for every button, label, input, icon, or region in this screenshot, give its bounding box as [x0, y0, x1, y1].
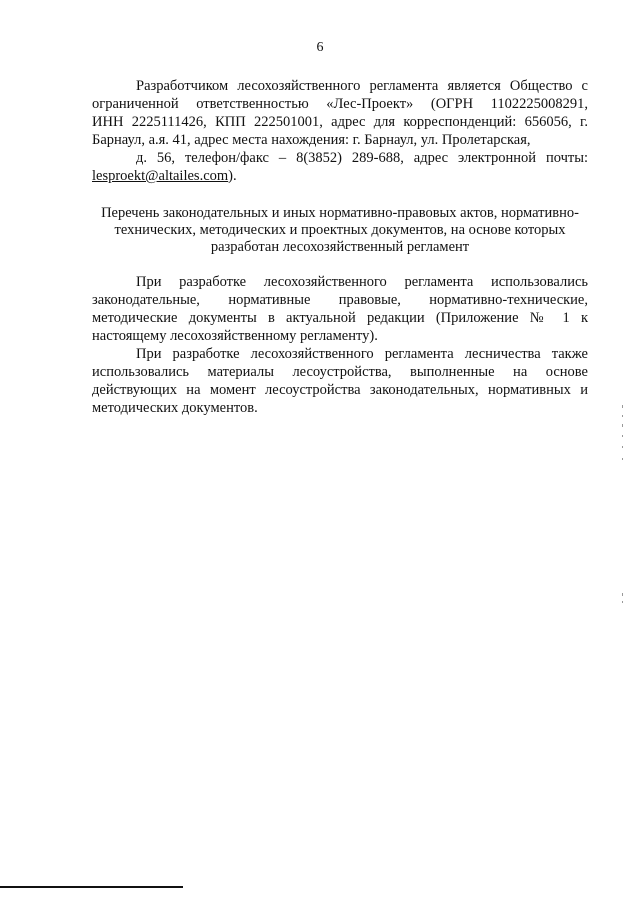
- paragraph-line: действующих на момент лесоустройства законодательных, нормативных и: [92, 382, 588, 398]
- paragraph-line: При разработке лесохозяйственного регламента лесничества также: [136, 346, 588, 362]
- scan-mark: [622, 405, 623, 408]
- scan-mark: [622, 415, 623, 417]
- developer-line: Барнаул, а.я. 41, адрес места нахождения: г. Барнаул, ул. Пролетарская,: [92, 132, 531, 148]
- heading-line: технических, методических и проектных документов, на основе которых: [114, 222, 566, 238]
- developer-email-line: [92, 167, 588, 185]
- paragraph-sources: [92, 273, 588, 345]
- paragraph-line: методических документов.: [92, 400, 258, 416]
- developer-line: Разработчиком лесохозяйственного регламента является Общество с: [136, 78, 588, 94]
- email-link[interactable]: lesproekt@altailes.com: [92, 168, 229, 184]
- scan-mark: [622, 593, 623, 596]
- heading-line: Перечень законодательных и иных нормативно-правовых актов, нормативно-: [101, 205, 579, 221]
- paragraph-line: законодательные, нормативные правовые, нормативно-технические,: [92, 292, 588, 308]
- paragraph-line: При разработке лесохозяйственного регламента использовались: [136, 274, 588, 290]
- scan-mark: [622, 458, 623, 460]
- paragraph-line: использовались материалы лесоустройства, выполненные на основе: [92, 364, 588, 380]
- page-number: 6: [316, 40, 324, 55]
- scan-mark: [622, 424, 623, 427]
- developer-line: ограниченной ответственностью «Лес-Проект» (ОГРН 1102225008291,: [92, 96, 588, 112]
- heading-line: разработан лесохозяйственный регламент: [210, 239, 470, 255]
- section-heading: [80, 205, 600, 256]
- scan-mark: [622, 435, 623, 437]
- paragraph-line: настоящему лесохозяйственному регламенту).: [92, 328, 378, 344]
- developer-line: д. 56, телефон/факс – 8(3852) 289-688, адрес электронной почты:: [136, 150, 588, 166]
- footnote-rule: [0, 886, 183, 888]
- scan-mark: [622, 446, 623, 448]
- paragraph-line: методические документы в актуальной редакции (Приложение № 1 к: [92, 310, 588, 326]
- developer-paragraph: [92, 77, 588, 185]
- paragraph-materials: [92, 345, 588, 417]
- scan-mark: [622, 601, 623, 603]
- email-suffix: ).: [228, 168, 237, 184]
- developer-line: ИНН 2225111426, КПП 222501001, адрес для корреспонденций: 656056, г.: [92, 114, 588, 130]
